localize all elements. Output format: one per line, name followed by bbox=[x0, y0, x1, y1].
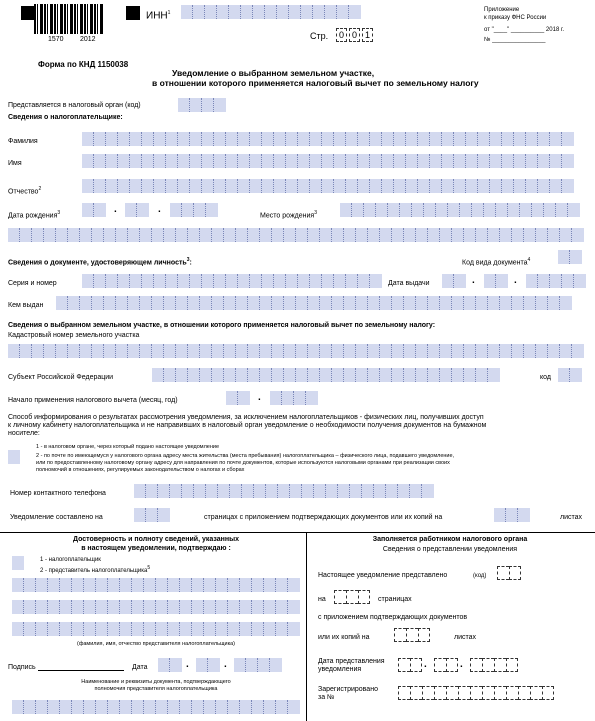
date-separator: . bbox=[460, 659, 463, 670]
official-code-field[interactable] bbox=[497, 566, 521, 580]
confirm-choice-field[interactable] bbox=[12, 556, 24, 570]
doc-type-field[interactable] bbox=[558, 250, 582, 264]
barcode-number-left: 1570 bbox=[48, 36, 64, 43]
birth-place-field-2[interactable] bbox=[8, 228, 584, 242]
doc-caption: Наименование и реквизиты документа, подтверждающего bbox=[81, 679, 231, 685]
date-separator: . bbox=[258, 392, 261, 403]
sheets-count-field[interactable] bbox=[494, 508, 530, 522]
confirm-option-2: 2 - представитель налогоплательщика$^5$ bbox=[40, 565, 151, 574]
subject-code-field[interactable] bbox=[558, 368, 582, 382]
series-number-label: Серия и номер bbox=[8, 280, 57, 287]
issued-by-label: Кем выдан bbox=[8, 302, 44, 309]
official-submitted-label: Настоящее уведомление представлено bbox=[318, 572, 448, 579]
confirm-day-field[interactable] bbox=[158, 658, 182, 672]
cadastral-field[interactable] bbox=[8, 344, 584, 358]
subject-label: Субъект Российской Федерации bbox=[8, 374, 114, 381]
date-separator: . bbox=[158, 204, 161, 215]
confirm-option-1: 1 - налогоплательщик bbox=[40, 557, 101, 563]
representative-field[interactable] bbox=[12, 600, 300, 614]
representative-field[interactable] bbox=[12, 622, 300, 636]
pages-with-label: страницах с приложением подтверждающих документов или их копий на bbox=[204, 514, 443, 521]
issue-month-field[interactable] bbox=[484, 274, 508, 288]
subject-code-label: код bbox=[540, 374, 551, 381]
birth-year-field[interactable] bbox=[170, 203, 218, 217]
confirm-title: в настоящем уведомлении, подтверждаю : bbox=[81, 545, 231, 552]
official-pages-field[interactable] bbox=[334, 590, 370, 604]
form-knd: Форма по КНД 1150038 bbox=[38, 60, 129, 69]
confirm-title: Достоверность и полноту сведений, указанных bbox=[73, 536, 239, 543]
method-text: к личному кабинету налогоплательщика и не направивших в налоговый орган уведомление о необходимости получения документов на бумажном bbox=[8, 422, 487, 429]
official-reg-field[interactable] bbox=[398, 686, 554, 700]
series-number-field[interactable] bbox=[82, 274, 382, 288]
official-title: Заполняется работником налогового органа bbox=[372, 536, 528, 543]
date-separator: . bbox=[514, 275, 517, 286]
official-year-field[interactable] bbox=[470, 658, 518, 672]
signature-label: Подпись bbox=[8, 664, 36, 671]
method-text: носителе: bbox=[8, 430, 40, 437]
method-text: Способ информирования о результатах рассмотрения уведомления, за исключением налогоплательщиков - физических лиц, получивших доступ bbox=[8, 414, 484, 421]
official-or-copies-label: или их копий на bbox=[318, 634, 370, 641]
pages-count-field[interactable] bbox=[134, 508, 170, 522]
date-separator: . bbox=[472, 275, 475, 286]
start-year-field[interactable] bbox=[270, 391, 318, 405]
official-pages-label: страницах bbox=[378, 596, 412, 603]
method-option-2: 2 - по почте по имеющемуся у налогового органа адресу места жительства (места пребывания) налогоплательщика – физического лица, подавшего уведомление, bbox=[36, 453, 455, 459]
birth-day-field[interactable] bbox=[82, 203, 106, 217]
official-reg-label: за № bbox=[318, 694, 335, 701]
official-date-label: Дата представления bbox=[318, 658, 385, 665]
page-digit: 0 bbox=[349, 28, 360, 42]
section-divider bbox=[0, 532, 595, 533]
birth-date-label: Дата рождения$^3$ bbox=[8, 210, 61, 220]
method-choice-field[interactable] bbox=[8, 450, 20, 464]
land-section: Сведения о выбранном земельном участке, в отношении которого применяется налоговый вычет по земельному налогу: bbox=[8, 322, 436, 329]
start-month-field[interactable] bbox=[226, 391, 250, 405]
name-field[interactable] bbox=[82, 154, 574, 168]
document-section: Сведения о документе, удостоверяющем личность$^3$: bbox=[8, 257, 192, 267]
official-sheets-label: листах bbox=[454, 634, 477, 641]
official-sheets-field[interactable] bbox=[394, 628, 430, 642]
page-digit: 0 bbox=[336, 28, 347, 42]
appendix-line: от "____" __________ 2018 г. bbox=[484, 27, 565, 33]
official-date-label: уведомления bbox=[318, 666, 362, 673]
method-option-2: или по предоставленному налоговому органу адресу для направления по почте документов, которые используются налоговыми органами при реализации своих bbox=[36, 460, 450, 466]
confirm-year-field[interactable] bbox=[234, 658, 282, 672]
page-label: Стр. bbox=[310, 31, 329, 41]
representative-field[interactable] bbox=[12, 578, 300, 592]
name-label: Имя bbox=[8, 160, 22, 167]
issue-year-field[interactable] bbox=[526, 274, 586, 288]
inn-label: ИНН$^1$ bbox=[146, 10, 171, 22]
authority-doc-field[interactable] bbox=[12, 700, 300, 714]
surname-field[interactable] bbox=[82, 132, 574, 146]
issue-date-label: Дата выдачи bbox=[388, 280, 430, 287]
phone-label: Номер контактного телефона bbox=[10, 490, 106, 497]
form-title: Уведомление о выбранном земельном участке, bbox=[172, 68, 375, 78]
birth-place-field[interactable] bbox=[340, 203, 580, 217]
barcode-number-right: 2012 bbox=[80, 36, 96, 43]
date-separator: . bbox=[186, 659, 189, 670]
confirm-month-field[interactable] bbox=[196, 658, 220, 672]
confirm-date-label: Дата bbox=[132, 664, 148, 671]
fio-caption: (фамилия, имя, отчество представителя налогоплательщика) bbox=[77, 641, 235, 647]
date-separator: . bbox=[424, 659, 427, 670]
method-option-2: полномочий в отношениях, регулируемых законодательством о налогах и сборах bbox=[36, 467, 245, 473]
start-label: Начало применения налогового вычета (месяц, год) bbox=[8, 397, 178, 404]
inn-field[interactable] bbox=[181, 5, 361, 19]
official-with-docs-label: с приложением подтверждающих документов bbox=[318, 614, 468, 621]
barcode bbox=[34, 4, 104, 34]
official-code-label: (код) bbox=[473, 573, 487, 579]
tax-authority-code[interactable] bbox=[178, 98, 226, 112]
doc-caption: полномочия представителя налогоплательщика bbox=[94, 686, 218, 692]
official-month-field[interactable] bbox=[434, 658, 458, 672]
issue-day-field[interactable] bbox=[442, 274, 466, 288]
taxpayer-section: Сведения о налогоплательщике: bbox=[8, 114, 123, 121]
subject-field[interactable] bbox=[152, 368, 500, 382]
official-day-field[interactable] bbox=[398, 658, 422, 672]
column-divider bbox=[306, 533, 307, 721]
marker-square bbox=[21, 6, 35, 20]
submitted-on-label: Уведомление составлено на bbox=[10, 514, 103, 521]
method-option-1: 1 - в налоговом органе, через который подано настоящее уведомление bbox=[36, 444, 220, 450]
patronymic-field[interactable] bbox=[82, 179, 574, 193]
birth-place-label: Место рождения$^3$ bbox=[260, 210, 317, 220]
date-separator: . bbox=[224, 659, 227, 670]
birth-month-field[interactable] bbox=[125, 203, 149, 217]
phone-field[interactable] bbox=[134, 484, 434, 498]
date-separator: . bbox=[114, 204, 117, 215]
appendix-line: к приказу ФНС России bbox=[484, 15, 547, 21]
official-on-label: на bbox=[318, 596, 326, 603]
surname-label: Фамилия bbox=[8, 138, 38, 145]
appendix-line: № ________________ bbox=[484, 37, 546, 43]
issued-by-field[interactable] bbox=[56, 296, 572, 310]
cadastral-label: Кадастровый номер земельного участка bbox=[8, 332, 140, 339]
official-reg-label: Зарегистрировано bbox=[318, 686, 378, 693]
marker-square bbox=[126, 6, 140, 20]
official-subtitle: Сведения о представлении уведомления bbox=[382, 546, 518, 553]
sheets-label: листах bbox=[560, 514, 583, 521]
doc-type-label: Код вида документа$^4$ bbox=[462, 257, 531, 267]
form-title: в отношении которого применяется налоговый вычет по земельному налогу bbox=[152, 78, 479, 88]
tax-authority-label: Представляется в налоговый орган (код) bbox=[8, 102, 141, 109]
appendix-line: Приложение bbox=[484, 7, 520, 13]
signature-line[interactable] bbox=[38, 670, 124, 671]
page-digit: 1 bbox=[362, 28, 373, 42]
patronymic-label: Отчество$^2$ bbox=[8, 186, 42, 196]
